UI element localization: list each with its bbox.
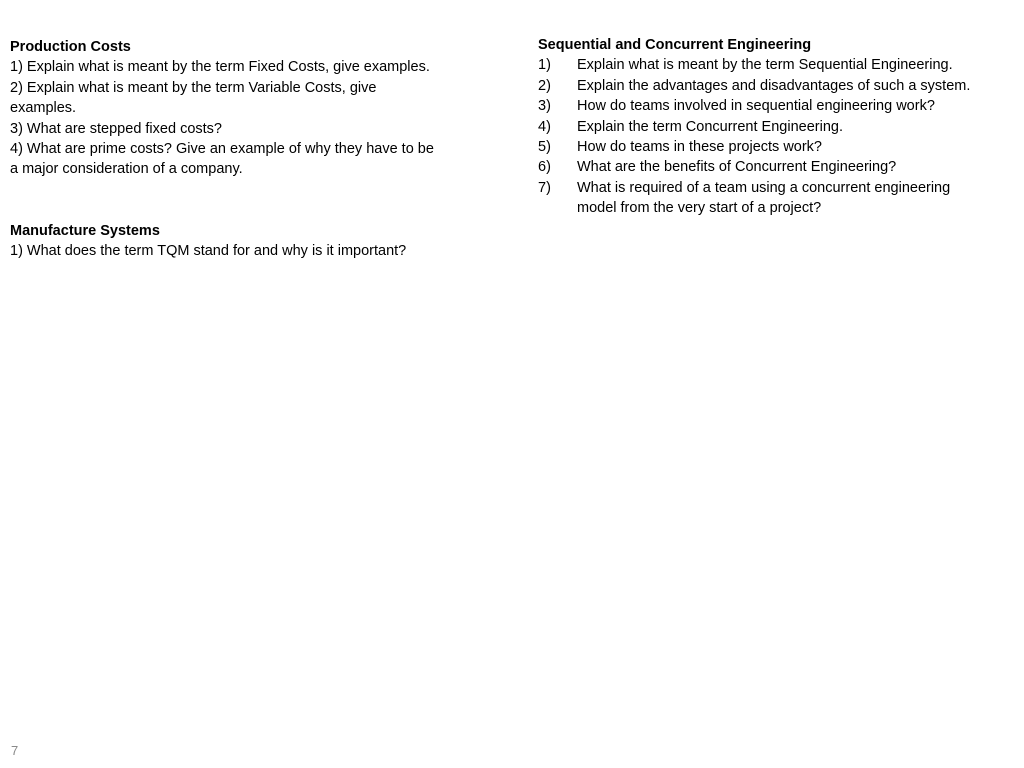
left-text-column (10, 37, 435, 261)
list-item (538, 137, 993, 157)
list-item-number: 6) (538, 159, 551, 176)
list-item (538, 76, 993, 96)
list-item-text: What are the benefits of Concurrent Engineering? (577, 159, 897, 176)
list-item (538, 117, 993, 137)
list-item (538, 96, 993, 116)
list-item-text: Explain what is meant by the term Sequential Engineering. (577, 57, 953, 74)
list-item-text: Explain the advantages and disadvantages of such a system. (577, 77, 971, 94)
sequential-concurrent-heading: Sequential and Concurrent Engineering (538, 37, 812, 53)
production-costs-question-4: 4) What are prime costs? Give an example of why they have to be a major consideration of a company. (10, 141, 434, 178)
page-number: 7 (11, 743, 19, 758)
list-item-number: 5) (538, 139, 551, 156)
list-item-number: 3) (538, 98, 551, 115)
list-item (538, 157, 993, 177)
production-costs-question-3: 3) What are stepped fixed costs? (10, 120, 222, 137)
list-item-text: Explain the term Concurrent Engineering. (577, 118, 843, 135)
list-item (538, 55, 993, 75)
list-item-number: 1) (538, 57, 551, 74)
list-item-text: How do teams in these projects work? (577, 139, 822, 156)
production-costs-question-2: 2) Explain what is meant by the term Variable Costs, give examples. (10, 79, 377, 117)
manufacture-systems-question-1: 1) What does the term TQM stand for and why is it important? (10, 243, 407, 260)
list-item-number: 2) (538, 77, 551, 94)
production-costs-question-1: 1) Explain what is meant by the term Fixed Costs, give examples. (10, 59, 430, 76)
right-text-column (538, 35, 993, 219)
list-item (538, 178, 993, 219)
section-spacer (10, 180, 435, 221)
production-costs-heading: Production Costs (10, 39, 131, 55)
list-item-number: 7) (538, 179, 551, 196)
list-item-number: 4) (538, 118, 551, 135)
sequential-concurrent-list (538, 55, 993, 218)
manufacture-systems-heading: Manufacture Systems (10, 222, 160, 239)
list-item-text: What is required of a team using a concurrent engineering model from the very start of a project? (577, 179, 951, 217)
list-item-text: How do teams involved in sequential engineering work? (577, 98, 935, 115)
